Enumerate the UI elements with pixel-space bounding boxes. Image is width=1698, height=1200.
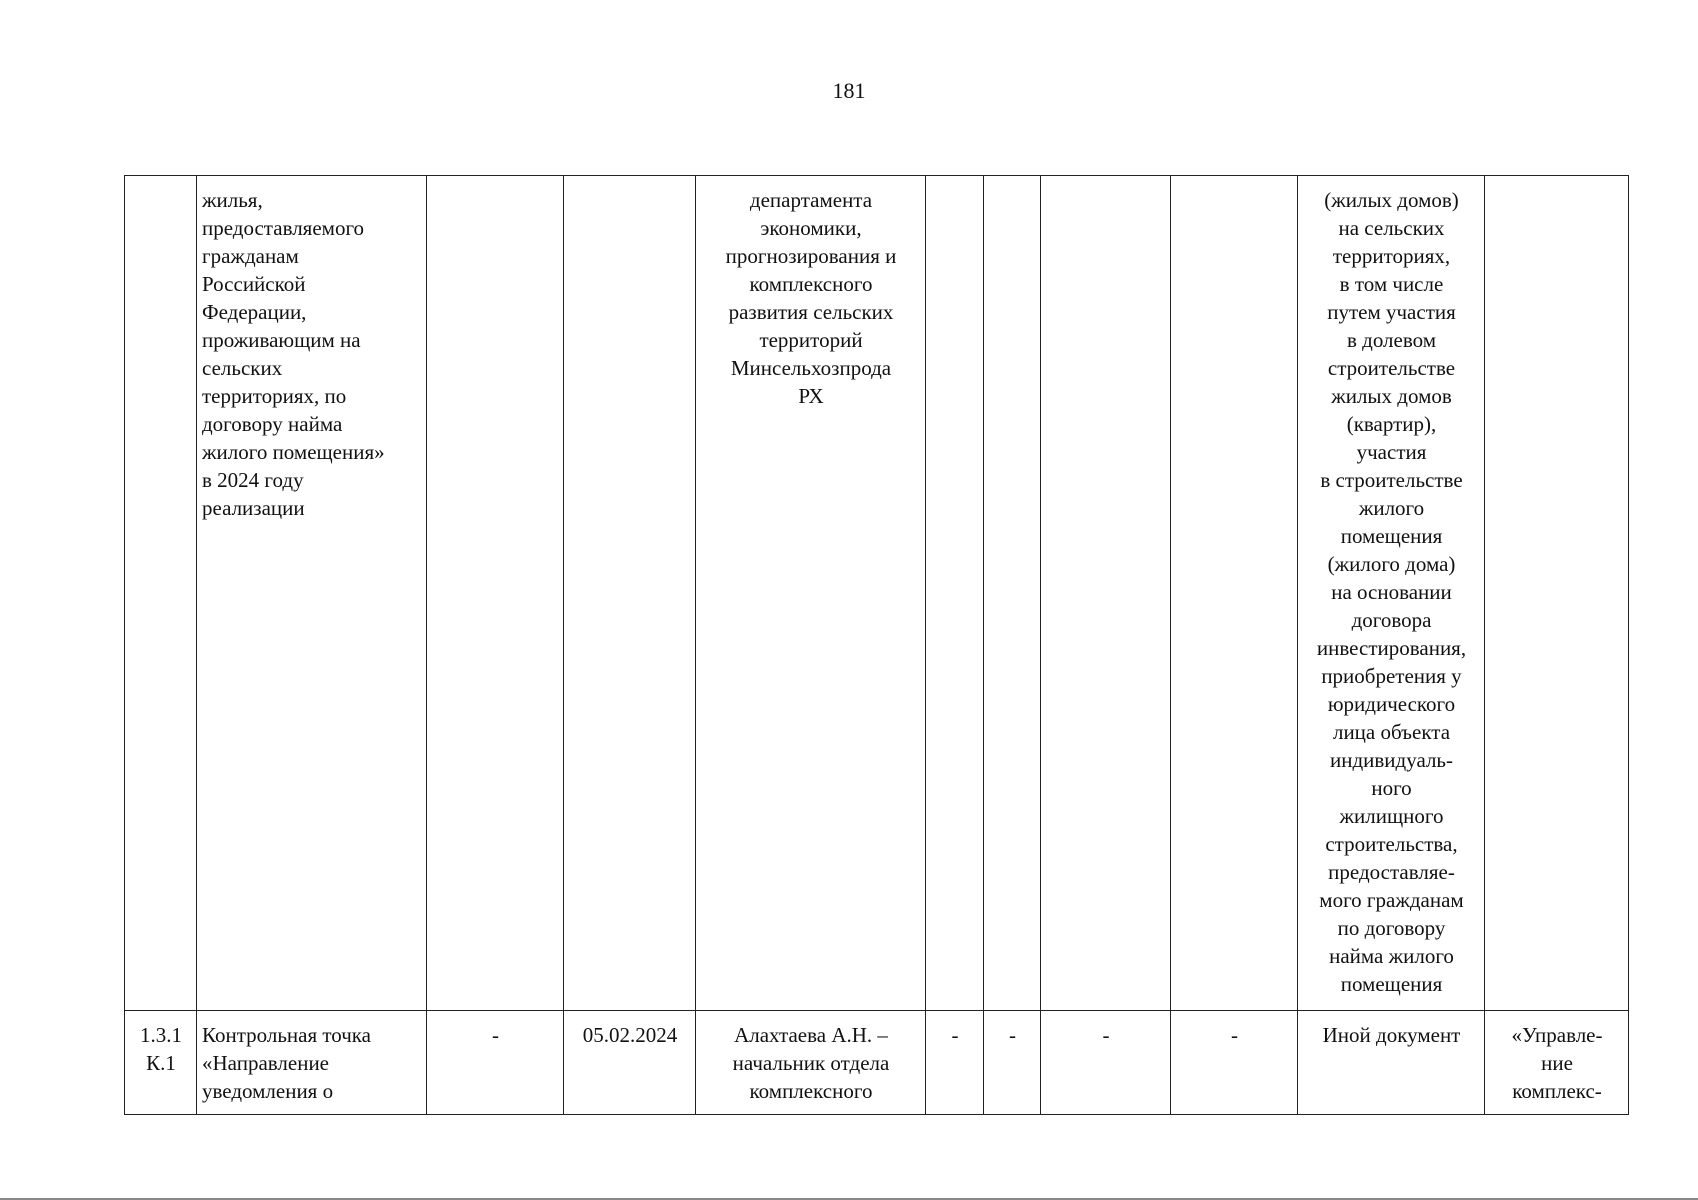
cell-col3: - xyxy=(427,1011,564,1115)
cell-col8 xyxy=(1041,176,1171,1011)
cell-last: «Управле- ние комплекс- xyxy=(1485,1011,1629,1115)
cell-responsible: департамента экономики, прогнозирования и комплексного развития сельских территорий Минсельхозпрода РХ xyxy=(696,176,926,1011)
cell-document: Иной документ xyxy=(1298,1011,1485,1115)
table-row xyxy=(125,1011,1629,1115)
cell-document: (жилых домов) на сельских территориях, в том числе путем участия в долевом строительстве жилых домов (квартир), участия в строительстве жилого помещения (жилого дома) на основании договора инвестирования, приобретения у юридического лица объекта индивидуаль- ного жилищного строительства, предоставляе- мого гражданам по договору найма жилого помещения xyxy=(1298,176,1485,1011)
page-number: 181 xyxy=(832,78,866,103)
cell-col3 xyxy=(427,176,564,1011)
cell-last xyxy=(1485,176,1629,1011)
cell-number: 1.3.1 К.1 xyxy=(125,1011,197,1115)
cell-date: 05.02.2024 xyxy=(564,1011,696,1115)
cell-col9: - xyxy=(1171,1011,1298,1115)
cell-responsible: Алахтаева А.Н. – начальник отдела комплексного xyxy=(696,1011,926,1115)
cell-col6: - xyxy=(926,1011,984,1115)
cell-col6 xyxy=(926,176,984,1011)
plan-table xyxy=(124,175,1629,1115)
cell-name: жилья, предоставляемого гражданам Российской Федерации, проживающим на сельских территориях, по договору найма жилого помещения» в 2024 году реализации xyxy=(197,176,427,1011)
cell-col8: - xyxy=(1041,1011,1171,1115)
cell-col9 xyxy=(1171,176,1298,1011)
table-row xyxy=(125,176,1629,1011)
cell-name: Контрольная точка «Направление уведомления о xyxy=(197,1011,427,1115)
cell-col7 xyxy=(984,176,1041,1011)
cell-col7: - xyxy=(984,1011,1041,1115)
cell-number xyxy=(125,176,197,1011)
cell-date xyxy=(564,176,696,1011)
